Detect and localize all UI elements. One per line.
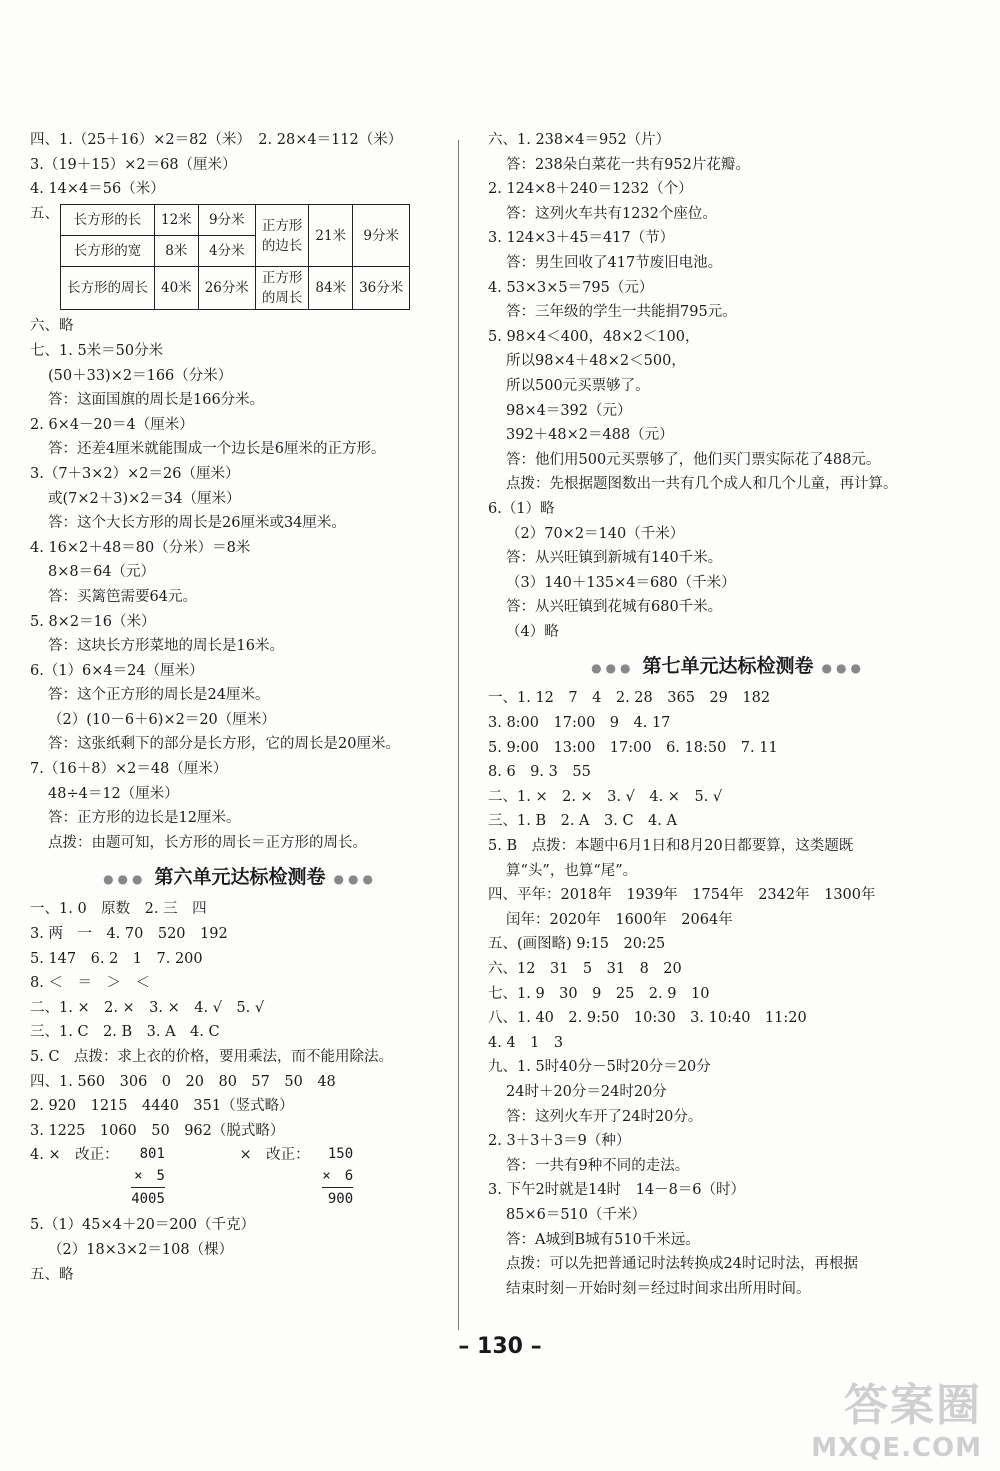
table-cell: 84米	[309, 267, 353, 310]
calc-line: 4005	[131, 1191, 165, 1208]
vertical-calc-b	[322, 1143, 353, 1210]
answers-block-left-c	[30, 1213, 450, 1287]
answer-line: 点拨：由题可知，长方形的周长＝正方形的周长。	[48, 834, 367, 851]
answer-line: 答：这面国旗的周长是166分米。	[48, 392, 265, 409]
answer-line: （2）18×3×2＝108（棵）	[48, 1241, 234, 1258]
decor-dots-icon: ●●●	[821, 661, 865, 676]
answer-line: （4）略	[506, 623, 559, 640]
answer-line: 5. B 点拨：本题中6月1日和8月20日都要算，这类题既	[488, 838, 854, 855]
answer-line: 答：买篱笆需要64元。	[48, 588, 197, 605]
section-5-label: 五、	[30, 205, 59, 222]
section-4-answers	[30, 128, 450, 202]
calc-label: × 改正：	[239, 1147, 310, 1164]
answer-line: 闰年：2020年 1600年 2064年	[506, 911, 733, 928]
answer-line: 5.（1）45×4＋20＝200（千克）	[30, 1217, 256, 1234]
section-title-unit-6	[30, 863, 450, 891]
answer-line: 4. 53×3×5＝795（元）	[488, 279, 654, 296]
table-cell: 正方形 的边长	[255, 205, 309, 267]
page-number: – 130 –	[458, 1334, 542, 1359]
answers-block-right-a	[488, 128, 968, 644]
decor-dots-icon: ●●●	[591, 661, 635, 676]
vertical-calc-a	[131, 1143, 165, 1210]
answer-line: 七、1. 5米＝50分米	[30, 342, 164, 359]
calc-line: 801	[139, 1146, 165, 1163]
answer-line: 5. 8×2＝16（米）	[30, 613, 156, 630]
answer-line: 二、1. × 2. × 3. √ 4. × 5. √	[488, 788, 723, 805]
answers-block-left-a	[30, 314, 450, 855]
answer-line: 85×6＝510（千米）	[506, 1206, 647, 1223]
answers-block-left-b	[30, 897, 450, 1143]
answer-line: 四、1. 560 306 0 20 80 57 50 48	[30, 1073, 336, 1090]
answer-line: 98×4＝392（元）	[506, 402, 632, 419]
answer-line: 答：这列火车共有1232个座位。	[506, 205, 717, 222]
answer-line: 3. 8:00 17:00 9 4. 17	[488, 715, 671, 732]
answer-line: 3. 下午2时就是14时 14－8＝6（时）	[488, 1182, 746, 1199]
answer-line: 8. ＜ ＝ ＞ ＜	[30, 975, 150, 992]
answers-block-right-b	[488, 686, 968, 1301]
answer-line: 所以98×4＋48×2＜500，	[506, 353, 686, 370]
answer-line: 六、略	[30, 318, 74, 335]
answer-line: 7.（16＋8）×2＝48（厘米）	[30, 761, 228, 778]
column-divider	[458, 140, 459, 1330]
table-cell: 4分米	[198, 236, 255, 267]
answer-line: 答：还差4厘米就能围成一个边长是6厘米的正方形。	[48, 441, 386, 458]
table-cell: 正方形 的周长	[255, 267, 309, 310]
calc-line: 150	[327, 1146, 354, 1163]
answer-line: 392＋48×2＝488（元）	[506, 427, 674, 444]
answer-line: 四、平年：2018年 1939年 1754年 2342年 1300年	[488, 887, 876, 904]
table-row	[61, 267, 410, 310]
answer-line: 6.（1）6×4＝24（厘米）	[30, 662, 204, 679]
answer-line: 3. 124×3＋45＝417（节）	[488, 230, 675, 247]
answer-line: 4. 14×4＝56（米）	[30, 181, 165, 198]
answer-line: 点拨：先根据题图数出一共有几个成人和几个儿童，再计算。	[506, 476, 898, 493]
answer-line: 5. C 点拨：求上衣的价格，要用乘法，而不能用除法。	[30, 1049, 394, 1065]
table-cell: 长方形的长	[61, 205, 155, 236]
calc-label: 4. × 改正：	[30, 1147, 119, 1164]
answer-line: 答：这块长方形菜地的周长是16米。	[48, 638, 284, 655]
table-cell: 9分米	[198, 205, 255, 236]
section-title-unit-7	[488, 652, 968, 680]
answer-line: 答：这张纸剩下的部分是长方形，它的周长是20厘米。	[48, 736, 400, 753]
answer-line: 六、12 31 5 31 8 20	[488, 961, 682, 977]
decor-dots-icon: ●●●	[333, 872, 377, 887]
answer-line: 九、1. 5时40分－5时20分＝20分	[488, 1059, 711, 1076]
answer-line: 二、1. × 2. × 3. × 4. √ 5. √	[30, 999, 265, 1016]
answer-line: 答：正方形的边长是12厘米。	[48, 810, 241, 827]
answer-line: 答：一共有9种不同的走法。	[506, 1157, 690, 1174]
answer-line: 八、1. 40 2. 9:50 10:30 3. 10:40 11:20	[488, 1010, 807, 1027]
calc-line: × 5	[131, 1165, 165, 1188]
answer-line: 或(7×2＋3)×2＝34（厘米）	[48, 490, 241, 507]
calc-line: 900	[327, 1191, 354, 1208]
answer-line: 8. 6 9. 3 55	[488, 764, 591, 781]
calc-line: × 6	[322, 1165, 353, 1188]
answer-line: 点拨：可以先把普通记时法转换成24时记时法，再根据	[506, 1256, 858, 1273]
left-column	[30, 128, 450, 1287]
answer-line: 3.（7＋3×2）×2＝26（厘米）	[30, 465, 240, 482]
right-column	[488, 128, 968, 1301]
rectangle-square-table	[60, 204, 410, 310]
answer-line: 4. 16×2＋48＝80（分米）＝8米	[30, 539, 251, 556]
answer-line: (50＋33)×2＝166（分米）	[48, 367, 233, 384]
watermark-logo	[811, 1369, 982, 1463]
table-cell: 21米	[309, 205, 353, 267]
answer-line: 6.（1）略	[488, 500, 555, 517]
answer-line: 答：三年级的学生一共能捐795元。	[506, 304, 737, 321]
answer-line: 答：238朵白菜花一共有952片花瓣。	[506, 156, 750, 173]
answer-line: 8×8＝64（元）	[48, 564, 156, 581]
title-text: 第六单元达标检测卷	[154, 866, 326, 889]
table-cell: 长方形的宽	[61, 236, 155, 267]
answer-line: 4. 4 1 3	[488, 1034, 564, 1051]
answer-line: 答：这个正方形的周长是24厘米。	[48, 687, 270, 704]
table-cell: 26分米	[198, 267, 255, 310]
answer-line: 答：从兴旺镇到新城有140千米。	[506, 550, 723, 567]
watermark-url: MXQE.COM	[811, 1433, 982, 1463]
answer-line: 答：这个大长方形的周长是26厘米或34厘米。	[48, 515, 346, 532]
answer-line: 5. 98×4＜400，48×2＜100，	[488, 328, 700, 345]
answer-line: 所以500元买票够了。	[506, 377, 650, 394]
answer-line: 5. 147 6. 2 1 7. 200	[30, 950, 203, 967]
answer-line: 答：A城到B城有510千米远。	[506, 1231, 700, 1248]
title-text: 第七单元达标检测卷	[642, 655, 814, 678]
table-cell: 12米	[155, 205, 199, 236]
answer-line: 答：从兴旺镇到花城有680千米。	[506, 599, 723, 616]
answer-line: 3. 1225 1060 50 962（脱式略）	[30, 1122, 285, 1139]
answer-line: 答：这列火车开了24时20分。	[506, 1108, 703, 1125]
table-cell: 8米	[155, 236, 199, 267]
answer-line: 四、1.（25＋16）×2＝82（米） 2. 28×4＝112（米）	[30, 132, 403, 148]
answer-line: （3）140＋135×4＝680（千米）	[506, 574, 736, 591]
answer-line: 结束时刻－开始时刻＝经过时间求出所用时间。	[506, 1280, 811, 1297]
answer-line: 一、1. 0 原数 2. 三 四	[30, 901, 207, 918]
table-row	[61, 205, 410, 236]
answer-line: 三、1. C 2. B 3. A 4. C	[30, 1024, 220, 1041]
answer-line: 2. 124×8＋240＝1232（个）	[488, 181, 693, 198]
vertical-calc-row	[30, 1143, 450, 1213]
answer-line: 六、1. 238×4＝952（片）	[488, 132, 671, 148]
answer-line: 答：他们用500元买票够了，他们买门票实际花了488元。	[506, 451, 881, 468]
watermark-text: 答案圈	[844, 1380, 982, 1431]
table-cell: 36分米	[353, 267, 410, 310]
answer-line: 2. 6×4－20＝4（厘米）	[30, 416, 194, 433]
answer-line: （2）(10－6＋6)×2＝20（厘米）	[48, 711, 276, 728]
decor-dots-icon: ●●●	[103, 872, 147, 887]
table-cell: 9分米	[353, 205, 410, 267]
answer-line: 2. 920 1215 4440 351（竖式略）	[30, 1098, 294, 1115]
answer-line: 5. 9:00 13:00 17:00 6. 18:50 7. 11	[488, 739, 778, 756]
answer-line: 五、略	[30, 1266, 74, 1283]
answer-line: 3. 两 一 4. 70 520 192	[30, 926, 228, 943]
answer-line: 三、1. B 2. A 3. C 4. A	[488, 813, 677, 830]
answer-line: （2）70×2＝140（千米）	[506, 525, 685, 542]
answer-line: 2. 3＋3＋3＝9（种）	[488, 1133, 631, 1150]
answer-line: 答：男生回收了417节废旧电池。	[506, 254, 723, 271]
answer-line: 3.（19＋15）×2＝68（厘米）	[30, 156, 237, 173]
answer-line: 七、1. 9 30 9 25 2. 9 10	[488, 985, 710, 1002]
table-cell: 40米	[155, 267, 199, 310]
table-cell: 长方形的周长	[61, 267, 155, 310]
answer-line: 算“头”，也算“尾”。	[506, 862, 638, 879]
answer-line: 24时＋20分＝24时20分	[506, 1083, 667, 1100]
answer-line: 一、1. 12 7 4 2. 28 365 29 182	[488, 690, 771, 707]
answer-line: 48÷4＝12（厘米）	[48, 785, 179, 802]
answer-line: 五、(画图略) 9:15 20:25	[488, 936, 666, 953]
